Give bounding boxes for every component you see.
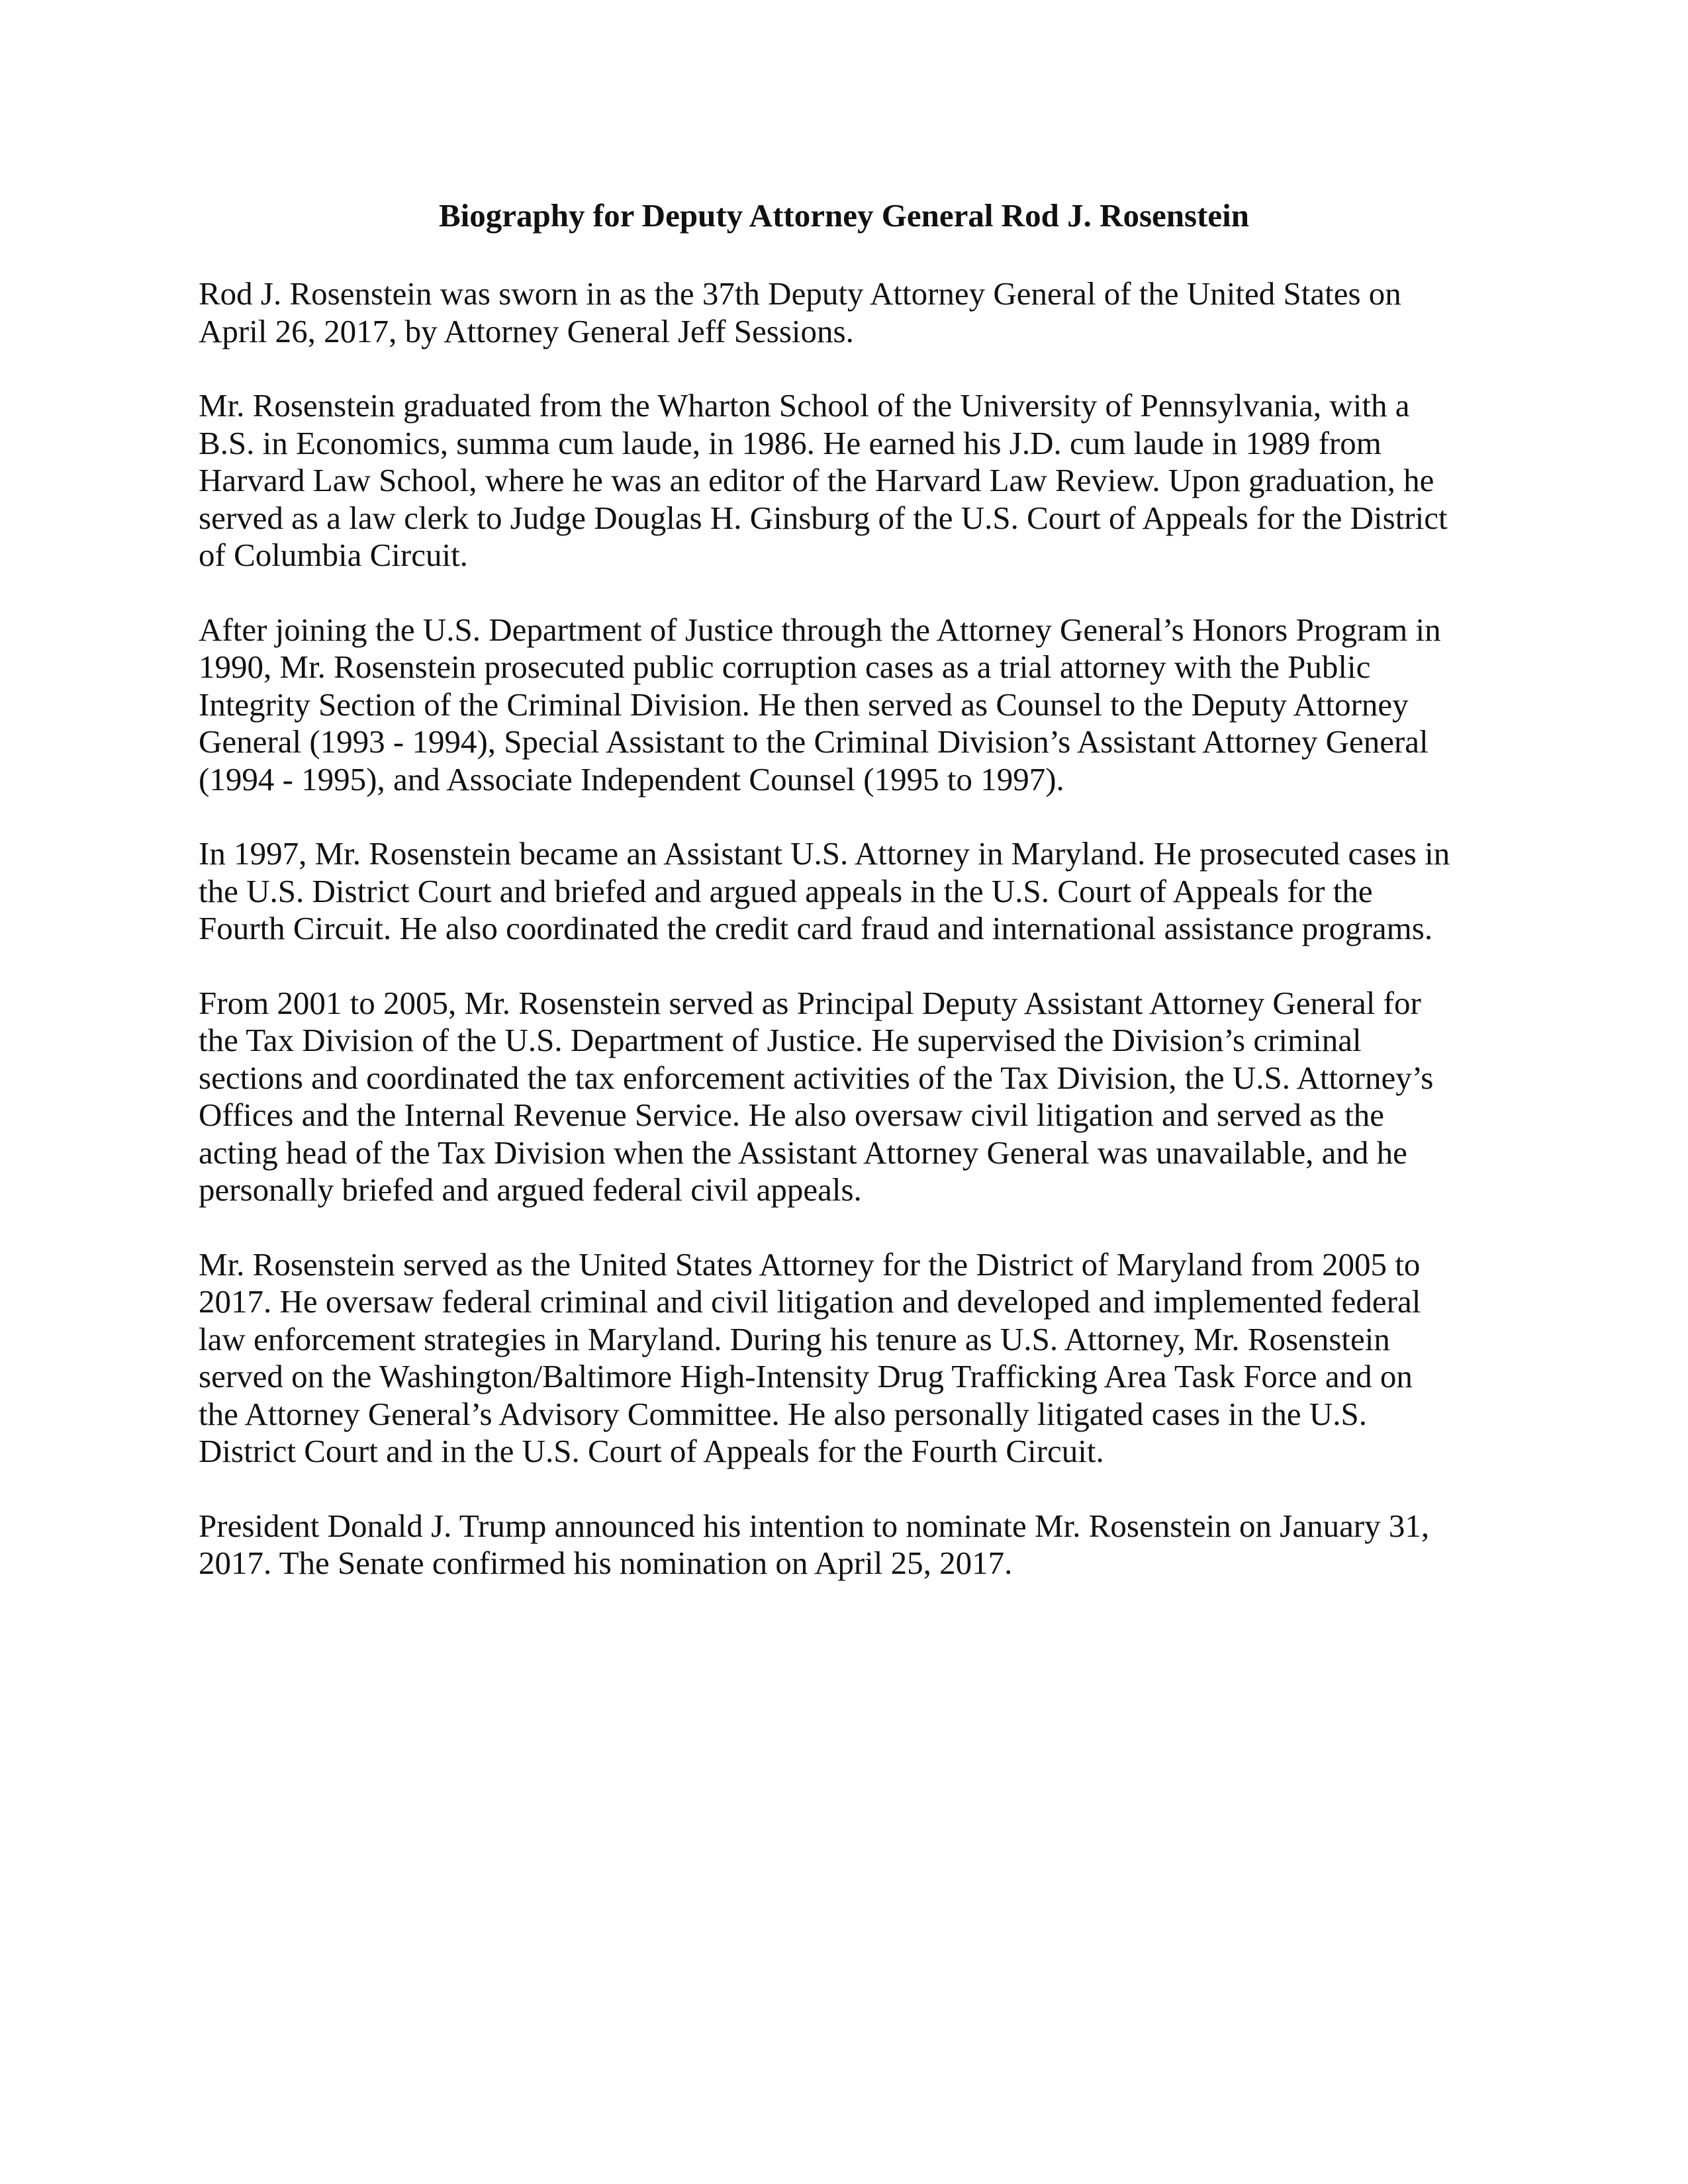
text-line: April 26, 2017, by Attorney General Jeff Sessions. [199,312,854,349]
paragraph-us-attorney [199,1246,1496,1471]
paragraph-maryland-ausa [199,835,1496,948]
text-line: Rod J. Rosenstein was sworn in as the 37th Deputy Attorney General of the United States on [199,275,1401,312]
text-line: personally briefed and argued federal civil appeals. [199,1171,862,1208]
text-line: law enforcement strategies in Maryland. During his tenure as U.S. Attorney, Mr. Rosenstein [199,1320,1390,1357]
text-line: served as a law clerk to Judge Douglas H. Ginsburg of the U.S. Court of Appeals for the District [199,499,1448,536]
text-line: General (1993 - 1994), Special Assistant to the Criminal Division’s Assistant Attorney General [199,723,1429,760]
text-line: sections and coordinated the tax enforcement activities of the Tax Division, the U.S. Attorney’s [199,1059,1434,1096]
text-line: Mr. Rosenstein served as the United States Attorney for the District of Maryland from 2005 to [199,1246,1421,1283]
document-body [199,275,1496,1619]
paragraph-tax-division [199,985,1496,1209]
text-line: acting head of the Tax Division when the Assistant Attorney General was unavailable, and he [199,1134,1407,1171]
paragraph-education [199,387,1496,574]
text-line: From 2001 to 2005, Mr. Rosenstein served as Principal Deputy Assistant Attorney General for [199,984,1421,1021]
text-line: 2017. He oversaw federal criminal and civil litigation and developed and implemented federal [199,1283,1421,1320]
text-line: Integrity Section of the Criminal Division. He then served as Counsel to the Deputy Attorney [199,686,1409,723]
text-line: Harvard Law School, where he was an editor of the Harvard Law Review. Upon graduation, he [199,462,1434,498]
text-line: Mr. Rosenstein graduated from the Wharton School of the University of Pennsylvania, with a [199,387,1410,424]
text-line: 2017. The Senate confirmed his nomination on April 25, 2017. [199,1545,1013,1581]
text-line: President Donald J. Trump announced his intention to nominate Mr. Rosenstein on January 31, [199,1507,1430,1544]
text-line: served on the Washington/Baltimore High-Intensity Drug Trafficking Area Task Force and on [199,1358,1413,1394]
text-line: of Columbia Circuit. [199,537,468,573]
text-line: In 1997, Mr. Rosenstein became an Assistant U.S. Attorney in Maryland. He prosecuted cases in [199,835,1450,872]
text-line: the Attorney General’s Advisory Committee. He also personally litigated cases in the U.S. [199,1395,1368,1432]
text-line: (1994 - 1995), and Associate Independent Counsel (1995 to 1997). [199,760,1064,797]
text-line: After joining the U.S. Department of Justice through the Attorney General’s Honors Program in [199,611,1441,648]
text-line: the U.S. District Court and briefed and argued appeals in the U.S. Court of Appeals for the [199,872,1373,909]
paragraph-doj-early-career [199,612,1496,799]
text-line: Offices and the Internal Revenue Service. He also oversaw civil litigation and served as the [199,1097,1385,1133]
text-line: B.S. in Economics, summa cum laude, in 1986. He earned his J.D. cum laude in 1989 from [199,424,1382,461]
text-line: Fourth Circuit. He also coordinated the credit card fraud and international assistance programs. [199,910,1433,946]
paragraph-sworn-in [199,275,1496,350]
document-title: Biography for Deputy Attorney General Rod J. Rosenstein [438,197,1250,234]
text-line: District Court and in the U.S. Court of Appeals for the Fourth Circuit. [199,1433,1104,1469]
paragraph-nomination [199,1508,1496,1582]
text-line: 1990, Mr. Rosenstein prosecuted public corruption cases as a trial attorney with the Public [199,649,1371,685]
text-line: the Tax Division of the U.S. Department of Justice. He supervised the Division’s criminal [199,1022,1362,1058]
